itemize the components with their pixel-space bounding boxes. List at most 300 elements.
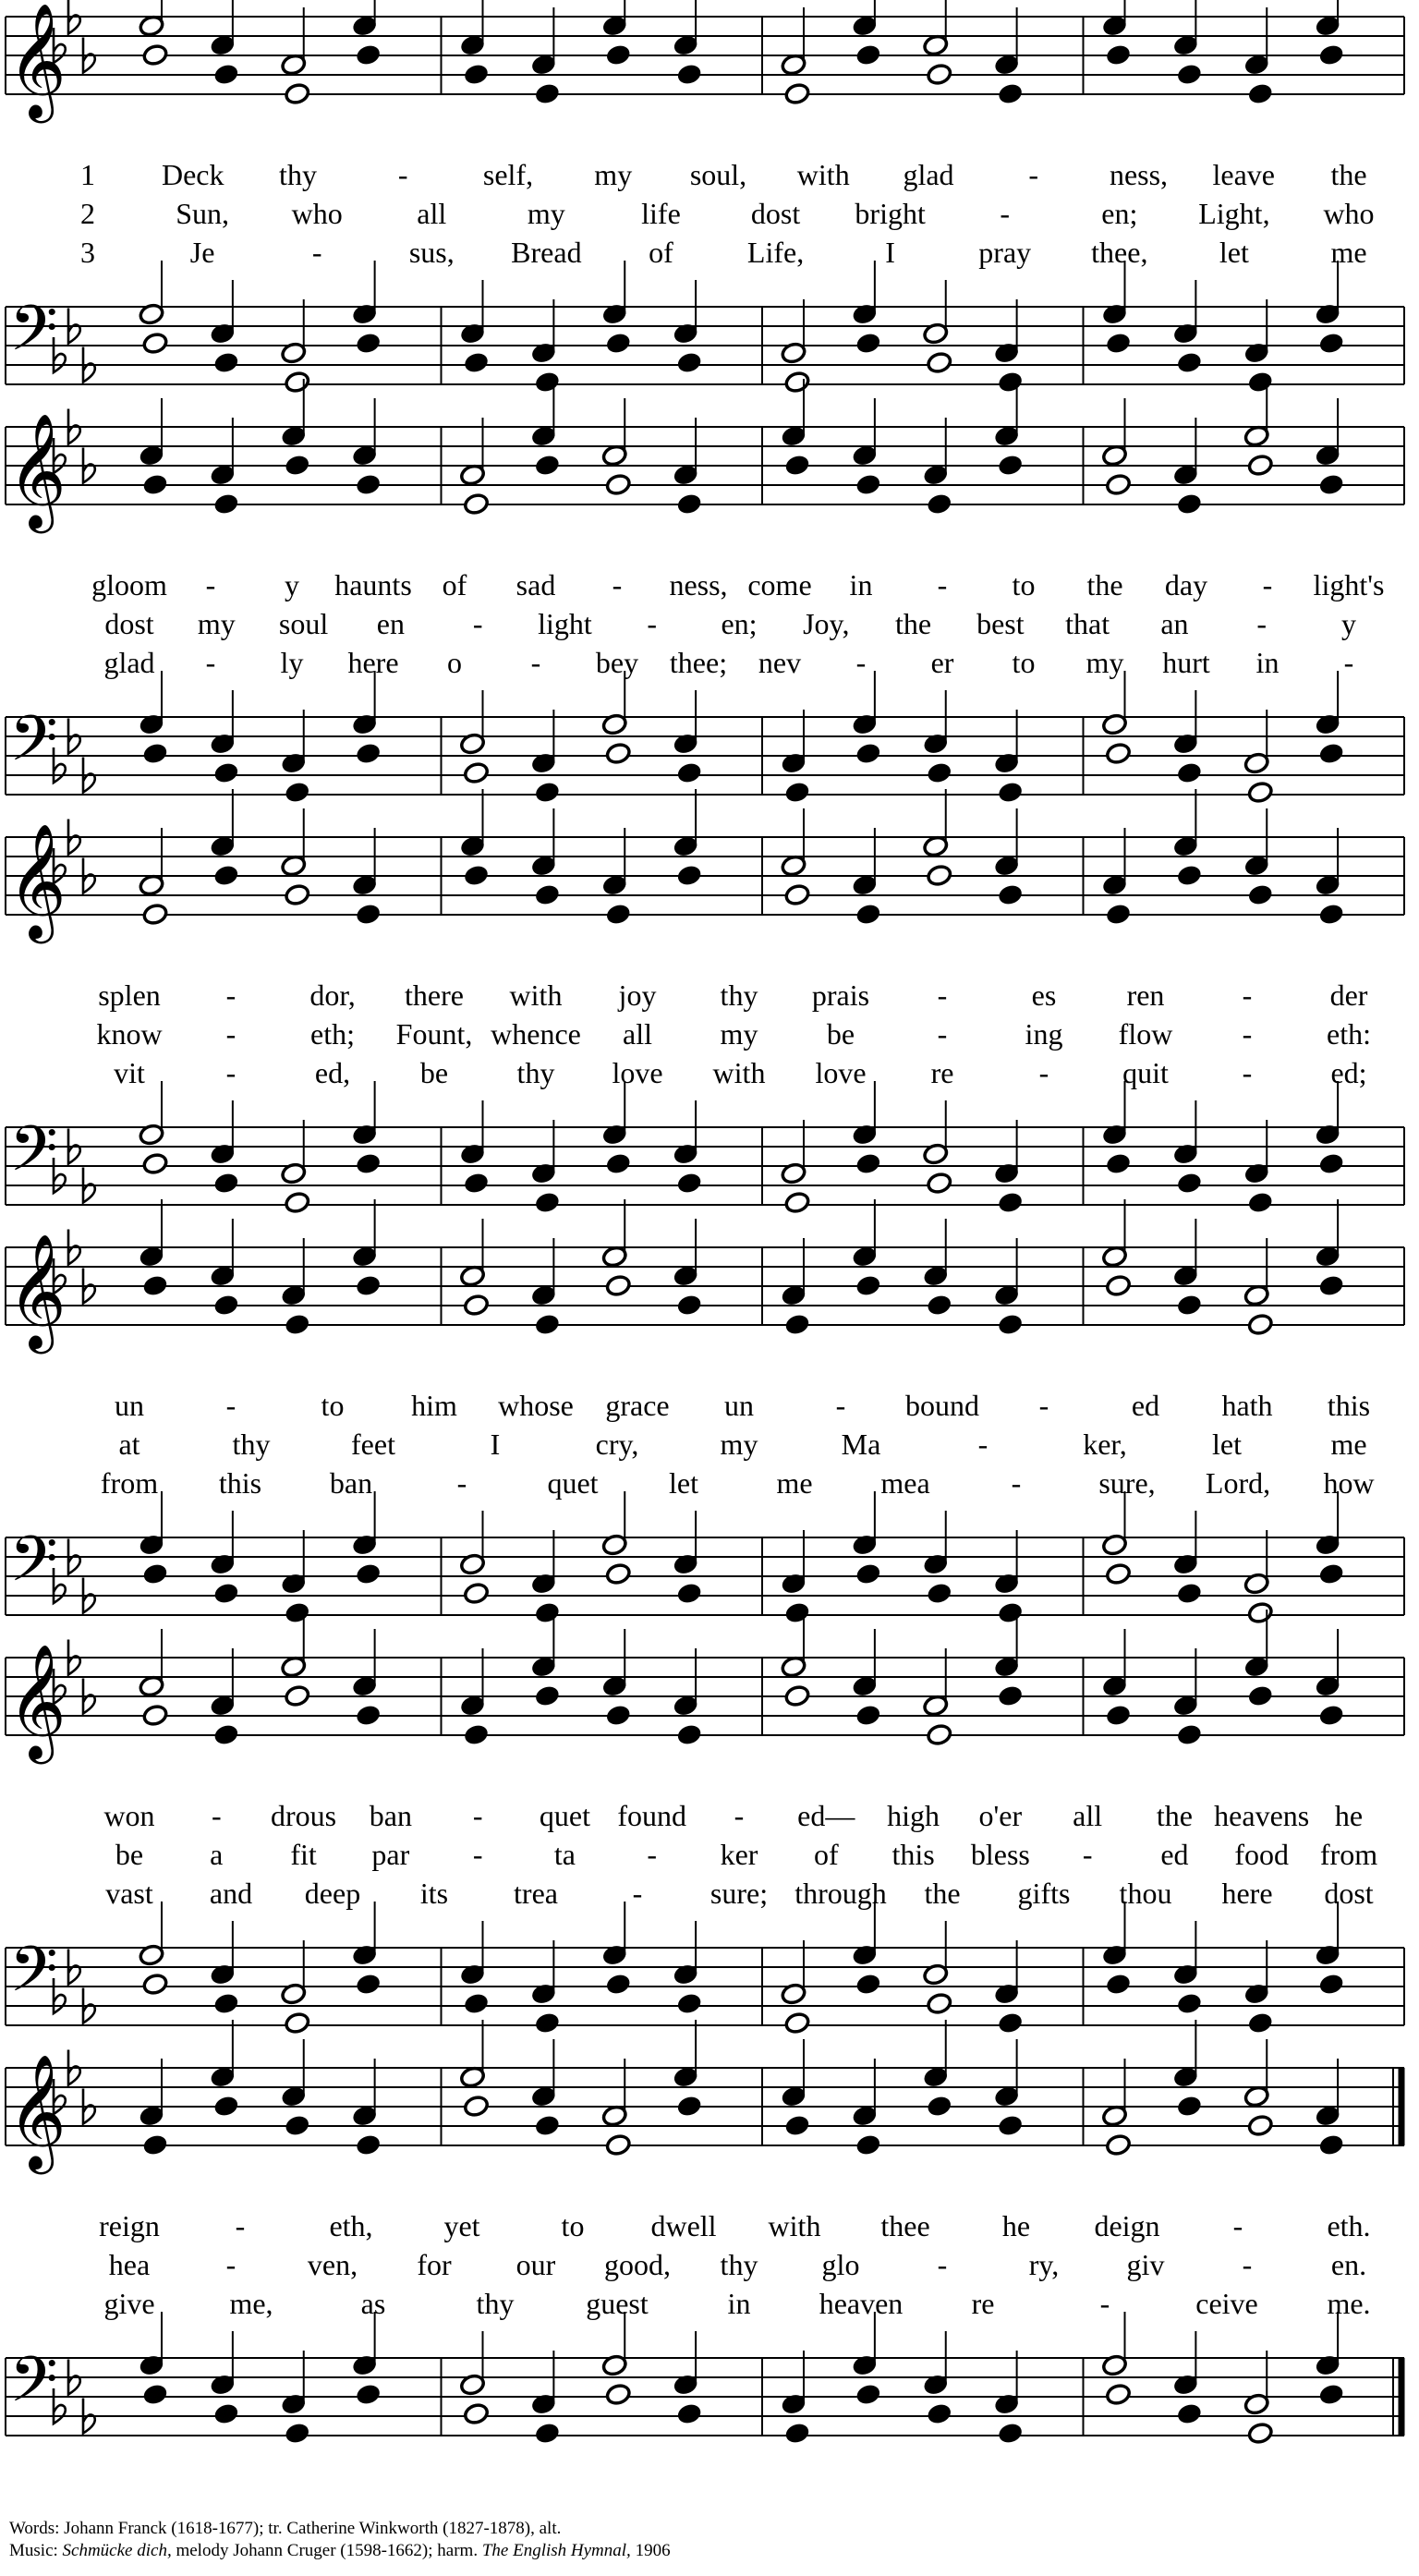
bass-staff [6,1081,1404,1214]
quarter-note [997,371,1024,394]
lyric-syllable: this [891,1838,935,1871]
treble-staff [6,1610,1404,1764]
quarter-note [926,492,952,516]
lyric-syllable: - [397,158,408,191]
lyric-syllable: ness, [669,568,728,601]
quarter-note [213,1172,240,1195]
lyric-syllable: ta [553,1838,576,1871]
quarter-note [355,2383,382,2406]
quarter-note [1318,1973,1345,1996]
treble-clef-icon: 𝄞 [7,2054,67,2169]
quarter-note [142,1274,169,1297]
quarter-note [676,492,703,516]
lyric-syllable: be [419,1056,449,1089]
quarter-note [676,2095,703,2118]
lyric-syllable: ed [1160,1838,1189,1871]
lyric-syllable: trea [514,1877,558,1910]
lyric-syllable: un [724,1389,754,1422]
quarter-note [355,2133,382,2157]
quarter-note [534,2114,561,2137]
half-note [926,1172,952,1195]
half-note [1105,742,1132,765]
lyric-syllable: heavens [1214,1799,1310,1832]
lyric-syllable: self, [482,158,534,191]
lyric-syllable: hea [108,2248,151,2281]
lyric-syllable: - [225,1017,236,1051]
quarter-note [142,1562,169,1586]
lyric-syllable: - [937,568,948,601]
half-note [926,1723,952,1746]
lyric-syllable: my [1085,646,1124,679]
half-note [463,2095,490,2118]
lyric-syllable: life [641,197,681,230]
quarter-note [1176,864,1203,887]
quarter-note [1105,903,1132,926]
quarter-note [213,2402,240,2425]
half-note [605,2383,632,2406]
lyric-syllable: - [647,607,658,640]
lyric-syllable: ren [1126,978,1165,1012]
lyric-syllable: hurt [1162,646,1210,679]
lyric-syllable: - [1262,568,1273,601]
lyric-syllable: my [197,607,236,640]
treble-clef-icon: 𝄞 [7,823,67,939]
verse-3-lyrics [114,1056,1366,1089]
lyric-syllable: 3 [80,236,95,269]
lyric-syllable: pray [978,236,1032,269]
lyric-syllable: 1 [80,158,95,191]
lyric-syllable: - [1000,197,1011,230]
lyric-syllable: ing [1025,1017,1063,1051]
quarter-note [1176,1723,1203,1746]
quarter-note [855,1274,882,1297]
lyric-syllable: vast [105,1877,153,1910]
lyric-syllable: the [924,1877,961,1910]
half-note [1247,454,1274,477]
lyric-syllable: light [538,607,592,640]
quarter-note [1176,492,1203,516]
quarter-note [213,1723,240,1746]
quarter-note [284,781,310,804]
quarter-note [213,63,240,86]
lyric-syllable: for [417,2248,452,2281]
lyric-syllable: Ma [841,1428,881,1461]
bass-staff [6,671,1404,804]
quarter-note [1105,332,1132,355]
half-note [605,1562,632,1586]
lyric-syllable: thy [720,2248,758,2281]
quarter-note [605,1704,632,1727]
quarter-note [213,2095,240,2118]
lyric-syllable: leave [1212,158,1275,191]
lyric-syllable: - [647,1838,658,1871]
verse-1-lyrics [103,1799,1363,1832]
half-note [605,473,632,496]
half-note [784,1684,811,1707]
treble-staff [6,2020,1404,2174]
lyric-syllable: nev [758,646,802,679]
quarter-note [534,454,561,477]
quarter-note [1318,903,1345,926]
verse-2-lyrics [80,197,1375,230]
lyric-syllable: in [1255,646,1280,679]
half-note [463,492,490,516]
lyric-syllable: eth, [329,2209,373,2242]
quarter-note [213,1582,240,1605]
lyric-syllable: ed, [314,1056,351,1089]
verse-2-lyrics [109,2248,1366,2281]
quarter-note [355,1274,382,1297]
lyric-syllable: dor, [309,978,356,1012]
quarter-note [1247,1684,1274,1707]
lyric-syllable: re [971,2287,995,2320]
quarter-note [676,63,703,86]
verse-1-lyrics [99,2209,1370,2242]
quarter-note [463,63,490,86]
lyric-syllable: glad [103,646,155,679]
quarter-note [605,43,632,67]
quarter-note [997,1191,1024,1214]
quarter-note [784,454,811,477]
lyric-syllable: - [977,1428,988,1461]
verse-2-lyrics [118,1428,1366,1461]
half-note [463,1294,490,1317]
quarter-note [1105,1152,1132,1175]
quarter-note [676,1723,703,1746]
lyric-syllable: - [1242,1017,1253,1051]
lyric-syllable: the [1330,158,1367,191]
quarter-note [355,1973,382,1996]
quarter-note [1318,742,1345,765]
lyric-syllable: sure, [1098,1466,1156,1500]
half-note [1105,1274,1132,1297]
lyric-syllable: my [594,158,633,191]
lyric-syllable: the [1086,568,1123,601]
lyric-syllable: the [895,607,932,640]
lyric-syllable: - [937,1017,948,1051]
system-4 [6,1199,1404,1624]
treble-clef-icon: 𝄞 [7,1233,67,1349]
lyric-syllable: mea [880,1466,930,1500]
treble-staff [6,0,1404,123]
quarter-note [997,1313,1024,1336]
quarter-note [1247,883,1274,906]
lyric-syllable: thy [516,1056,555,1089]
quarter-note [213,351,240,374]
quarter-note [284,1601,310,1624]
quarter-note [855,332,882,355]
quarter-note [142,473,169,496]
quarter-note [1318,43,1345,67]
quarter-note [1247,82,1274,105]
lyric-syllable: - [225,1389,236,1422]
lyric-syllable: ven, [307,2248,358,2281]
lyric-syllable: to [1012,568,1036,601]
lyric-syllable: - [1099,2287,1110,2320]
quarter-note [855,473,882,496]
quarter-note [534,2011,561,2035]
lyric-syllable: who [1323,197,1375,230]
lyric-syllable: en; [721,607,758,640]
lyric-syllable: en [376,607,405,640]
lyric-syllable: bless [970,1838,1030,1871]
half-note [463,761,490,784]
half-note [1247,1313,1274,1336]
half-note [1105,2133,1132,2157]
lyric-syllable: in [727,2287,751,2320]
bass-staff [6,1902,1404,2035]
lyric-syllable: all [1073,1799,1103,1832]
half-note [926,63,952,86]
quarter-note [784,1601,811,1624]
lyric-syllable: thou [1119,1877,1172,1910]
quarter-note [997,883,1024,906]
treble-clef-icon: 𝄞 [7,1644,67,1759]
lyric-syllable: me [1330,1428,1367,1461]
lyric-syllable: - [235,2209,246,2242]
lyric-syllable: par [371,1838,410,1871]
half-note [605,742,632,765]
half-note [142,332,169,355]
lyric-syllable: ker, [1083,1428,1127,1461]
lyric-syllable: my [720,1017,758,1051]
quarter-note [784,781,811,804]
harmony-source: The English Hymnal, [481,2541,631,2560]
lyric-syllable: best [976,607,1025,640]
lyric-syllable: - [472,607,483,640]
quarter-note [855,1973,882,1996]
quarter-note [1318,1274,1345,1297]
lyric-syllable: y [285,568,299,601]
lyric-syllable: Joy, [803,607,850,640]
verse-1-lyrics [80,158,1367,191]
quarter-note [676,1294,703,1317]
words-text: Johann Franck (1618-1677); tr. Catherine Winkworth (1827-1878), alt. [64,2519,562,2538]
half-note [284,371,310,394]
quarter-note [605,1152,632,1175]
lyric-syllable: gifts [1017,1877,1071,1910]
lyric-syllable: glad [903,158,954,191]
lyric-syllable: ed [1131,1389,1160,1422]
quarter-note [1105,1704,1132,1727]
treble-staff [6,789,1404,943]
lyric-syllable: dost [104,607,154,640]
lyric-syllable: from [1319,1838,1378,1871]
quarter-note [142,2133,169,2157]
quarter-note [284,2114,310,2137]
lyric-syllable: - [456,1466,467,1500]
lyric-syllable: love [612,1056,663,1089]
lyric-syllable: Deck [161,158,224,191]
lyric-syllable: all [417,197,447,230]
lyric-syllable: - [1038,1389,1049,1422]
lyric-syllable: Lord, [1205,1466,1271,1500]
quarter-note [926,1582,952,1605]
lyric-syllable: I [490,1428,501,1461]
lyric-syllable: let [1212,1428,1242,1461]
half-note [1247,1601,1274,1624]
lyric-syllable: - [205,568,216,601]
lyric-syllable: soul [278,607,329,640]
lyric-syllable: cry, [595,1428,639,1461]
lyric-syllable: y [1341,607,1356,640]
bass-staff [6,261,1404,394]
lyric-syllable: won [103,1799,155,1832]
quarter-note [855,742,882,765]
half-note [1105,473,1132,496]
lyric-syllable: - [1256,607,1267,640]
treble-staff [6,379,1404,533]
lyric-syllable: Bread [511,236,582,269]
lyric-syllable: here [1221,1877,1273,1910]
half-note [284,883,310,906]
system-3 [6,789,1404,1214]
lyric-syllable: I [885,236,895,269]
lyric-syllable: splen [98,978,161,1012]
lyric-syllable: give [103,2287,155,2320]
lyric-syllable: 2 [80,197,95,230]
lyric-syllable: - [1011,1466,1022,1500]
lyric-syllable: feet [351,1428,395,1461]
bass-clef-icon: 𝄢 [9,293,58,381]
quarter-note [855,2383,882,2406]
lyric-syllable: be [115,1838,144,1871]
lyric-syllable: know [96,1017,163,1051]
quarter-note [534,82,561,105]
quarter-note [676,1582,703,1605]
quarter-note [676,2402,703,2425]
quarter-note [534,1313,561,1336]
lyric-syllable: to [1012,646,1036,679]
lyric-syllable: to [561,2209,585,2242]
quarter-note [463,1172,490,1195]
half-note [284,2011,310,2035]
quarter-note [1176,2095,1203,2118]
quarter-note [1318,2383,1345,2406]
quarter-note [534,1601,561,1624]
lyric-syllable: bey [595,646,639,679]
quarter-note [784,2422,811,2445]
half-note [1247,2114,1274,2137]
lyric-syllable: there [405,978,464,1012]
quarter-note [1247,371,1274,394]
lyric-syllable: in [849,568,873,601]
half-note [784,82,811,105]
lyric-syllable: who [291,197,343,230]
half-note [1247,781,1274,804]
verse-2-lyrics [96,1017,1371,1051]
quarter-note [355,903,382,926]
verse-3-lyrics [101,1466,1375,1500]
lyric-syllable: he [1001,2209,1031,2242]
lyric-syllable: - [1038,1056,1049,1089]
lyric-syllable: as [360,2287,386,2320]
half-note [784,1191,811,1214]
lyric-syllable: with [768,2209,821,2242]
lyric-syllable: deep [304,1877,361,1910]
quarter-note [463,351,490,374]
quarter-note [355,742,382,765]
quarter-note [355,43,382,67]
treble-staff [6,1199,1404,1354]
quarter-note [355,1152,382,1175]
lyric-syllable: - [632,1877,643,1910]
lyric-syllable: hath [1221,1389,1273,1422]
half-note [142,903,169,926]
lyric-syllable: vit [114,1056,145,1089]
lyric-syllable: en; [1101,197,1138,230]
lyric-syllable: - [1242,1056,1253,1089]
quarter-note [997,781,1024,804]
lyric-syllable: thy [279,158,317,191]
quarter-note [1176,351,1203,374]
lyric-syllable: thy [720,978,758,1012]
lyric-syllable: quet [547,1466,599,1500]
quarter-note [855,1704,882,1727]
lyric-syllable: er [930,646,954,679]
half-note [284,1191,310,1214]
quarter-note [1105,1973,1132,1996]
quarter-note [605,903,632,926]
lyric-syllable: - [1232,2209,1243,2242]
lyric-syllable: bright [855,197,926,230]
half-note [142,1704,169,1727]
quarter-note [1318,332,1345,355]
lyric-syllable: with [796,158,850,191]
quarter-note [355,1704,382,1727]
lyric-syllable: joy [618,978,657,1012]
lyric-syllable: thee, [1091,236,1148,269]
lyric-syllable: ly [280,646,304,679]
lyric-syllable: me. [1327,2287,1371,2320]
lyric-syllable: its [419,1877,449,1910]
lyric-syllable: o [447,646,462,679]
lyric-syllable: Sun, [176,197,229,230]
quarter-note [1176,761,1203,784]
half-note [784,371,811,394]
bass-staff [6,2312,1404,2445]
lyric-syllable: thy [232,1428,271,1461]
lyric-syllable: thee [880,2209,930,2242]
lyric-syllable: an [1160,607,1189,640]
lyric-syllable: guest [586,2287,649,2320]
lyric-syllable: dost [1324,1877,1374,1910]
lyric-syllable: un [115,1389,144,1422]
verse-3-lyrics [105,1877,1374,1910]
verse-1-lyrics [115,1389,1370,1422]
quarter-note [463,1992,490,2015]
quarter-note [676,351,703,374]
lyric-syllable: our [515,2248,556,2281]
lyric-syllable: - [225,978,236,1012]
half-note [926,351,952,374]
quarter-note [1318,1704,1345,1727]
lyric-syllable: es [1031,978,1057,1012]
quarter-note [855,2133,882,2157]
system-2 [6,379,1404,804]
quarter-note [855,43,882,67]
lyric-syllable: here [347,646,399,679]
words-credit [9,2519,561,2539]
half-note [926,864,952,887]
lyric-syllable: drous [271,1799,337,1832]
lyric-syllable: Je [189,236,215,269]
lyric-syllable: me [776,1466,813,1500]
half-note [1105,1562,1132,1586]
lyric-syllable: ness, [1109,158,1169,191]
quarter-note [213,864,240,887]
quarter-note [1247,1191,1274,1214]
